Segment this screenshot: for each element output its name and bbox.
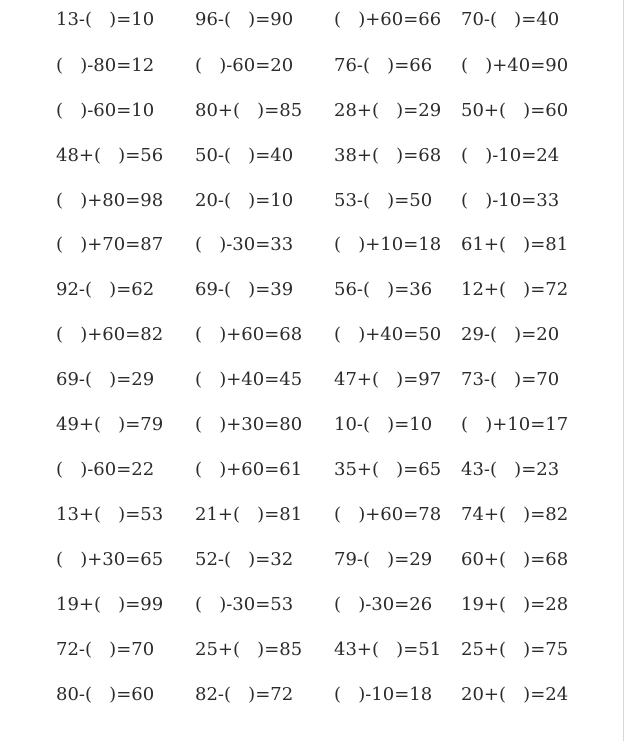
problem-row (0, 680, 624, 710)
math-problem: 60+( )=68 (461, 549, 569, 570)
problem-row (0, 455, 624, 485)
math-problem: 35+( )=65 (334, 459, 442, 480)
problem-row (0, 365, 624, 395)
math-problem: ( )+40=90 (461, 55, 569, 76)
problem-row (0, 410, 624, 440)
math-problem: ( )+70=87 (56, 234, 164, 255)
math-problem: 38+( )=68 (334, 145, 442, 166)
math-problem: 61+( )=81 (461, 234, 569, 255)
math-problem: ( )-60=22 (56, 459, 155, 480)
math-problem: 69-( )=29 (56, 369, 155, 390)
math-problem: 80-( )=60 (56, 684, 155, 705)
math-problem: ( )-80=12 (56, 55, 155, 76)
math-problem: ( )+30=80 (195, 414, 303, 435)
math-problem: 28+( )=29 (334, 100, 442, 121)
math-problem: ( )+40=45 (195, 369, 303, 390)
math-problem: 50-( )=40 (195, 145, 294, 166)
math-problem: 73-( )=70 (461, 369, 560, 390)
math-problem: 56-( )=36 (334, 279, 433, 300)
math-problem: 29-( )=20 (461, 324, 560, 345)
math-problem: ( )-10=33 (461, 190, 560, 211)
math-problem: ( )+30=65 (56, 549, 164, 570)
math-problem: 50+( )=60 (461, 100, 569, 121)
problem-row (0, 141, 624, 171)
math-problem: 25+( )=75 (461, 639, 569, 660)
problem-row (0, 51, 624, 81)
problem-row (0, 545, 624, 575)
math-problem: 74+( )=82 (461, 504, 569, 525)
math-problem: ( )-60=20 (195, 55, 294, 76)
math-problem: ( )-30=26 (334, 594, 433, 615)
math-problem: 52-( )=32 (195, 549, 294, 570)
math-problem: 25+( )=85 (195, 639, 303, 660)
math-problem: ( )+80=98 (56, 190, 164, 211)
math-problem: ( )+60=68 (195, 324, 303, 345)
math-problem: ( )+10=18 (334, 234, 442, 255)
math-problem: ( )+40=50 (334, 324, 442, 345)
math-problem: ( )+60=82 (56, 324, 164, 345)
math-problem: 20-( )=10 (195, 190, 294, 211)
math-problem: 79-( )=29 (334, 549, 433, 570)
math-problem: 43-( )=23 (461, 459, 560, 480)
problem-row (0, 500, 624, 530)
math-problem: ( )-10=18 (334, 684, 433, 705)
math-problem: 19+( )=28 (461, 594, 569, 615)
math-problem: ( )-10=24 (461, 145, 560, 166)
math-problem: ( )+10=17 (461, 414, 569, 435)
math-problem: ( )-60=10 (56, 100, 155, 121)
problem-row (0, 5, 624, 35)
math-problem: 13+( )=53 (56, 504, 164, 525)
math-problem: 47+( )=97 (334, 369, 442, 390)
problem-row (0, 590, 624, 620)
math-problem: ( )-30=33 (195, 234, 294, 255)
math-problem: 19+( )=99 (56, 594, 164, 615)
math-problem: 76-( )=66 (334, 55, 433, 76)
math-problem: 53-( )=50 (334, 190, 433, 211)
math-problem: 20+( )=24 (461, 684, 569, 705)
math-problem: 13-( )=10 (56, 9, 155, 30)
math-problem: 12+( )=72 (461, 279, 569, 300)
math-problem: 92-( )=62 (56, 279, 155, 300)
math-problem: ( )-30=53 (195, 594, 294, 615)
problem-row (0, 96, 624, 126)
math-problem: 10-( )=10 (334, 414, 433, 435)
problem-row (0, 320, 624, 350)
math-problem: 49+( )=79 (56, 414, 164, 435)
problem-row (0, 230, 624, 260)
math-problem: 72-( )=70 (56, 639, 155, 660)
problem-row (0, 186, 624, 216)
math-problem: ( )+60=66 (334, 9, 442, 30)
math-problem: ( )+60=61 (195, 459, 303, 480)
math-problem: 82-( )=72 (195, 684, 294, 705)
math-problem: 48+( )=56 (56, 145, 164, 166)
math-problem: 43+( )=51 (334, 639, 442, 660)
math-problem: 70-( )=40 (461, 9, 560, 30)
math-problem: 80+( )=85 (195, 100, 303, 121)
math-problem: ( )+60=78 (334, 504, 442, 525)
math-problem: 69-( )=39 (195, 279, 294, 300)
math-problem: 21+( )=81 (195, 504, 303, 525)
problem-row (0, 275, 624, 305)
math-problem: 96-( )=90 (195, 9, 294, 30)
problem-row (0, 635, 624, 665)
